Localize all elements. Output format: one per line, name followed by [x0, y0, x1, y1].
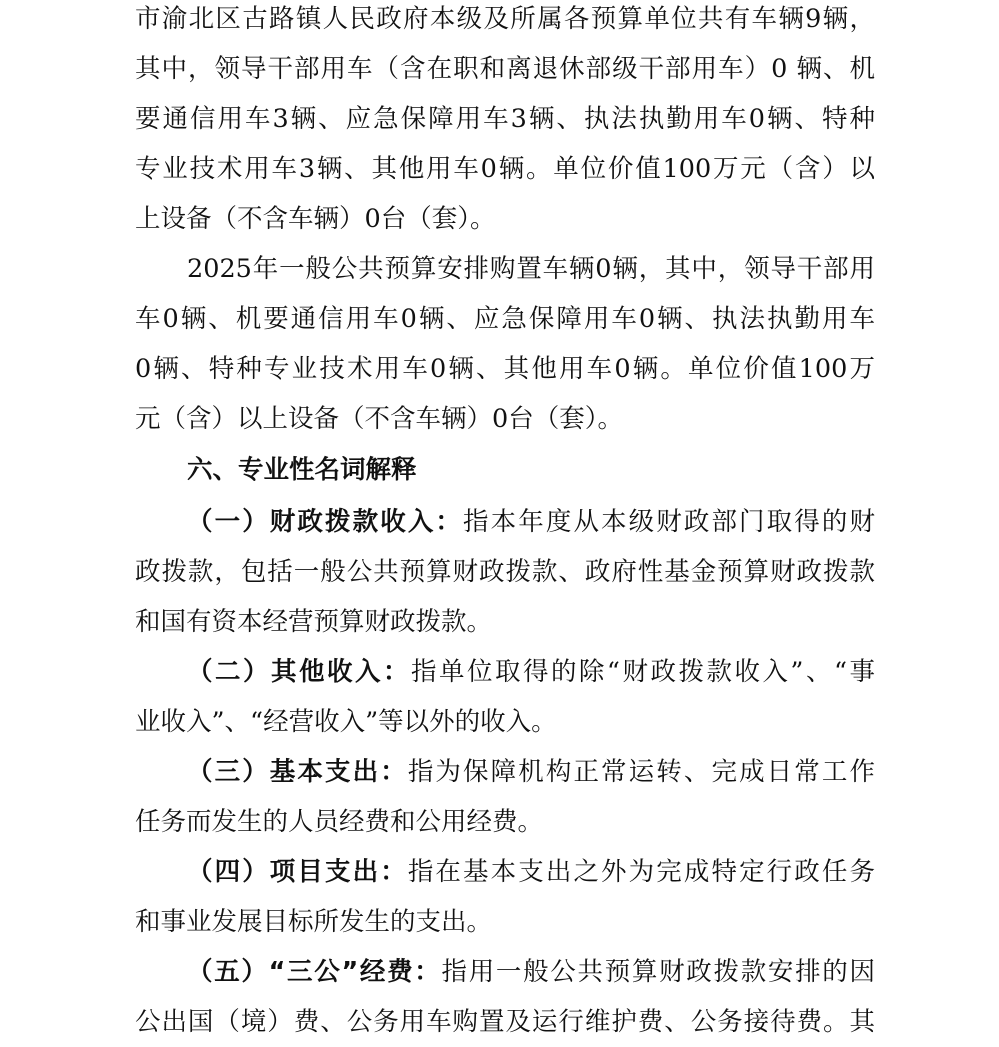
definition-term: （三）基本支出： [187, 757, 408, 787]
definition-line [187, 847, 875, 897]
definition-text: 指用一般公共预算财政拨款安排的因 [441, 957, 875, 987]
definition-term: （四）项目支出： [187, 857, 408, 887]
section-heading: 六、专业性名词解释 [187, 455, 417, 485]
paragraph-line: 2025年一般公共预算安排购置车辆0辆，其中，领导干部用 [187, 254, 875, 284]
definition-text: 指为保障机构正常运转、完成日常工作 [407, 757, 875, 787]
paragraph-line: 0辆、特种专业技术用车0辆、其他用车0辆。单位价值100万 [135, 354, 875, 384]
paragraph-line: 业收入”、“经营收入”等以外的收入。 [135, 707, 557, 737]
paragraph-line: 任务而发生的人员经费和公用经费。 [135, 807, 544, 837]
paragraph-line: 其中，领导干部用车（含在职和离退休部级干部用车）0 辆、机 [135, 54, 875, 84]
paragraph-line: 车0辆、机要通信用车0辆、应急保障用车0辆、执法执勤用车 [135, 304, 875, 334]
definition-line [187, 947, 875, 997]
paragraph-line: 市渝北区古路镇人民政府本级及所属各预算单位共有车辆9辆， [135, 4, 875, 34]
paragraph-line: 要通信用车3辆、应急保障用车3辆、执法执勤用车0辆、特种 [135, 104, 875, 134]
paragraph-line: 上设备（不含车辆）0台（套）。 [135, 204, 496, 234]
paragraph-line: 元（含）以上设备（不含车辆）0台（套）。 [135, 404, 623, 434]
paragraph-line: 和国有资本经营预算财政拨款。 [135, 607, 493, 637]
definition-term: （二）其他收入： [187, 657, 411, 687]
definition-term: （一）财政拨款收入： [187, 507, 464, 537]
paragraph-line: 和事业发展目标所发生的支出。 [135, 907, 493, 937]
definition-line [187, 747, 875, 797]
definition-text: 指单位取得的除“财政拨款收入”、“事 [410, 657, 875, 687]
definition-line [187, 647, 875, 697]
definition-text: 指在基本支出之外为完成特定行政任务 [407, 857, 875, 887]
paragraph-line: 政拨款，包括一般公共预算财政拨款、政府性基金预算财政拨款 [135, 557, 875, 587]
paragraph-line: 专业技术用车3辆、其他用车0辆。单位价值100万元（含）以 [135, 154, 875, 184]
paragraph-line: 公出国（境）费、公务用车购置及运行维护费、公务接待费。其 [135, 1007, 875, 1037]
definition-text: 指本年度从本级财政部门取得的财 [463, 507, 875, 537]
definition-line [187, 497, 875, 547]
definition-term: （五）“三公”经费： [187, 957, 442, 987]
